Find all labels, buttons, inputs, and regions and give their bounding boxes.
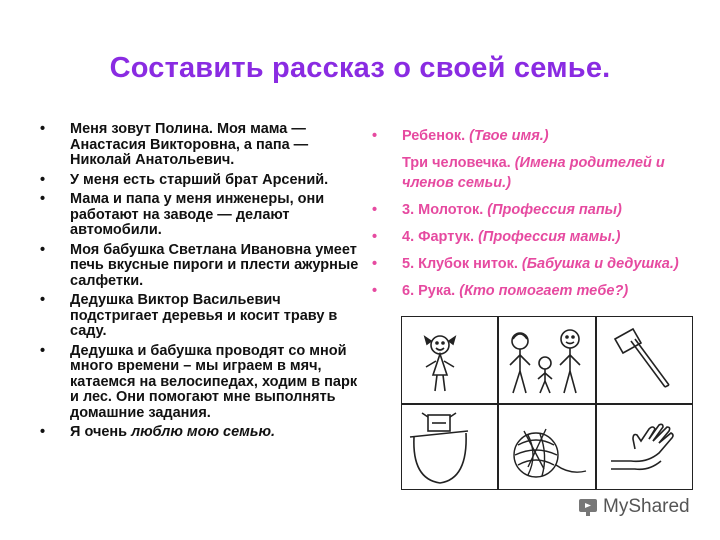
plan-item	[368, 200, 698, 220]
slideshow-logo-icon	[578, 496, 600, 518]
apron-icon	[402, 405, 498, 491]
picture-grid	[401, 316, 693, 490]
plan-item-label: 3. Молоток.	[402, 202, 488, 218]
list-item: • Меня зовут Полина. Моя мама — Анастасия Викторовна, а папа — Николай Анатольевич.	[40, 122, 370, 169]
plan-item-hint: (Бабушка и дедушка.)	[521, 256, 679, 272]
plan-item-hint: (Имена родителей и членов семьи.)	[402, 155, 665, 191]
family-icon	[498, 317, 594, 403]
hammer-icon	[597, 317, 693, 403]
list-item: • Дедушка и бабушка проводят со мной много времени – мы играем в мяч, катаемся на велосипедах, ходим в парк и лес. Они помогают мне выполнять домашние задания.	[40, 344, 370, 422]
list-item: • Мама и папа у меня инженеры, они работают на заводе — делают автомобили.	[40, 192, 370, 239]
plan-item-label: 6. Рука.	[402, 283, 460, 299]
list-item-text: Я очень	[70, 424, 132, 440]
watermark-brand: MyShared	[603, 496, 690, 517]
plan-item	[368, 153, 698, 193]
plan-list	[368, 126, 698, 308]
plan-item-hint: (Кто помогает тебе?)	[459, 283, 629, 299]
plan-item	[368, 227, 698, 247]
plan-item-label: 4. Фартук.	[402, 229, 479, 245]
plan-item-hint: (Твое имя.)	[469, 128, 549, 144]
list-item: • У меня есть старший брат Арсений.	[40, 173, 370, 189]
plan-item-label: Ребенок.	[402, 128, 470, 144]
yarn-ball-icon	[498, 405, 594, 491]
plan-item-label: Три человечка.	[402, 155, 515, 171]
story-list	[40, 122, 370, 445]
watermark	[578, 494, 690, 520]
page-title: Составить рассказ о своей семье.	[109, 52, 611, 84]
child-icon	[402, 317, 498, 403]
plan-item	[368, 126, 698, 146]
hand-icon	[597, 405, 693, 491]
list-item: • Моя бабушка Светлана Ивановна умеет печь вкусные пироги и плести ажурные салфетки.	[40, 243, 370, 290]
plan-item-hint: (Профессия папы)	[487, 202, 622, 218]
plan-item	[368, 281, 698, 301]
list-item-emphasis: люблю мою семью.	[131, 424, 276, 440]
plan-item-label: 5. Клубок ниток.	[402, 256, 522, 272]
list-item: • Дедушка Виктор Васильевич подстригает деревья и косит траву в саду.	[40, 293, 370, 340]
plan-item-hint: (Профессия мамы.)	[478, 229, 621, 245]
list-item	[40, 425, 370, 441]
plan-item	[368, 254, 698, 274]
